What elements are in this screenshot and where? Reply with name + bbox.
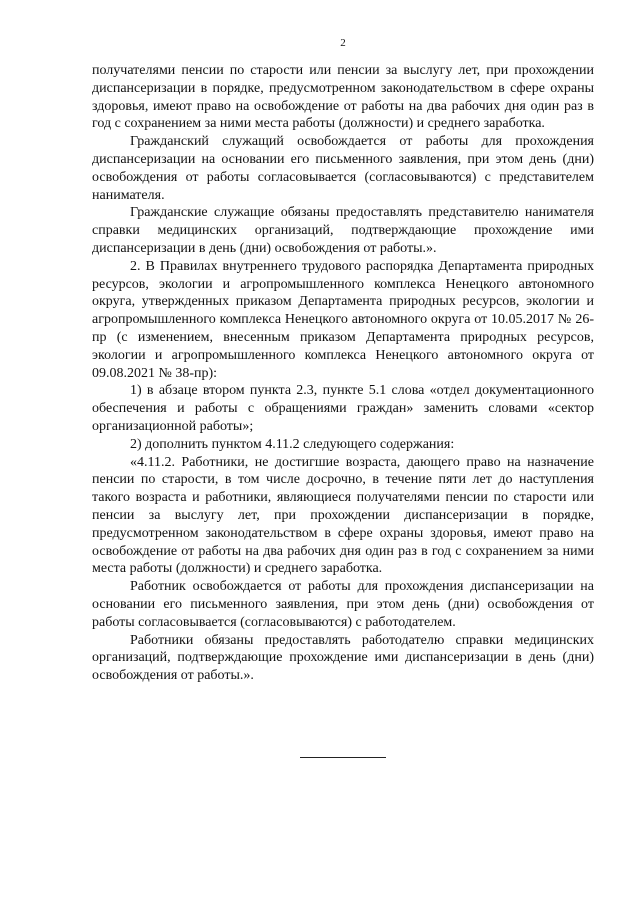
paragraph-civil-servant-certificates: Гражданские служащие обязаны предоставлять представителю нанимателя справки медицинских организаций, подтверждающие прохождение ими диспансеризации в день (дни) освобождения от работы.». xyxy=(92,205,594,256)
paragraph-item-2-rules: 2. В Правилах внутреннего трудового распорядка Департамента природных ресурсов, экологии и агропромышленного комплекса Ненецкого автономного округа, утвержденных приказом Департамента природных ресурсов, экологии и агропромышленного комплекса Ненецкого автономного округа от 10.05.2017 № 26-пр (с изменением, внесенным приказом Департамента природных ресурсов, экологии и агропромышленного комплекса Ненецкого автономного округа от 09.08.2021 № 38-пр): xyxy=(92,258,594,381)
paragraph-continuation: получателями пенсии по старости или пенсии за выслугу лет, при прохождении диспансеризации в порядке, предусмотренном законодательством в сфере охраны здоровья, имеют право на освобождение от работы на два рабочих дня один раз в год с сохранением за ними места работы (должности) и среднего заработка. xyxy=(92,63,594,132)
paragraph-employee-release: Работник освобождается от работы для прохождения диспансеризации на основании его письменного заявления, при этом день (дни) освобождения от работы согласовывается (согласовываются) с работодателем. xyxy=(92,579,594,630)
page-number: 2 xyxy=(340,37,346,49)
paragraph-subitem-1: 1) в абзаце втором пункта 2.3, пункте 5.1 слова «отдел документационного обеспечения и работы с обращениями граждан» заменить словами «сектор организационной работы»; xyxy=(92,383,594,434)
paragraph-employee-certificates: Работники обязаны предоставлять работодателю справки медицинских организаций, подтверждающие прохождение ими диспансеризации в день (дни) освобождения от работы.». xyxy=(92,632,594,684)
end-divider-line xyxy=(300,757,386,758)
paragraph-clause-4-11-2: «4.11.2. Работники, не достигшие возраста, дающего право на назначение пенсии по старости, в том числе досрочно, в течение пяти лет до наступления такого возраста и работники, являющиеся получателями пенсии по старости или пенсии за выслугу лет, при прохождении диспансеризации в порядке, предусмотренном законодательством в сфере охраны здоровья, имеют право на освобождение от работы на два рабочих дня один раз в год с сохранением за ними места работы (должности) и среднего заработка. xyxy=(92,454,594,577)
paragraph-subitem-2: 2) дополнить пунктом 4.11.2 следующего содержания: xyxy=(130,436,455,452)
paragraph-civil-servant-release: Гражданский служащий освобождается от работы для прохождения диспансеризации на основании его письменного заявления, при этом день (дни) освобождения от работы согласовывается (согласовываются) с представителем нанимателя. xyxy=(92,134,594,203)
